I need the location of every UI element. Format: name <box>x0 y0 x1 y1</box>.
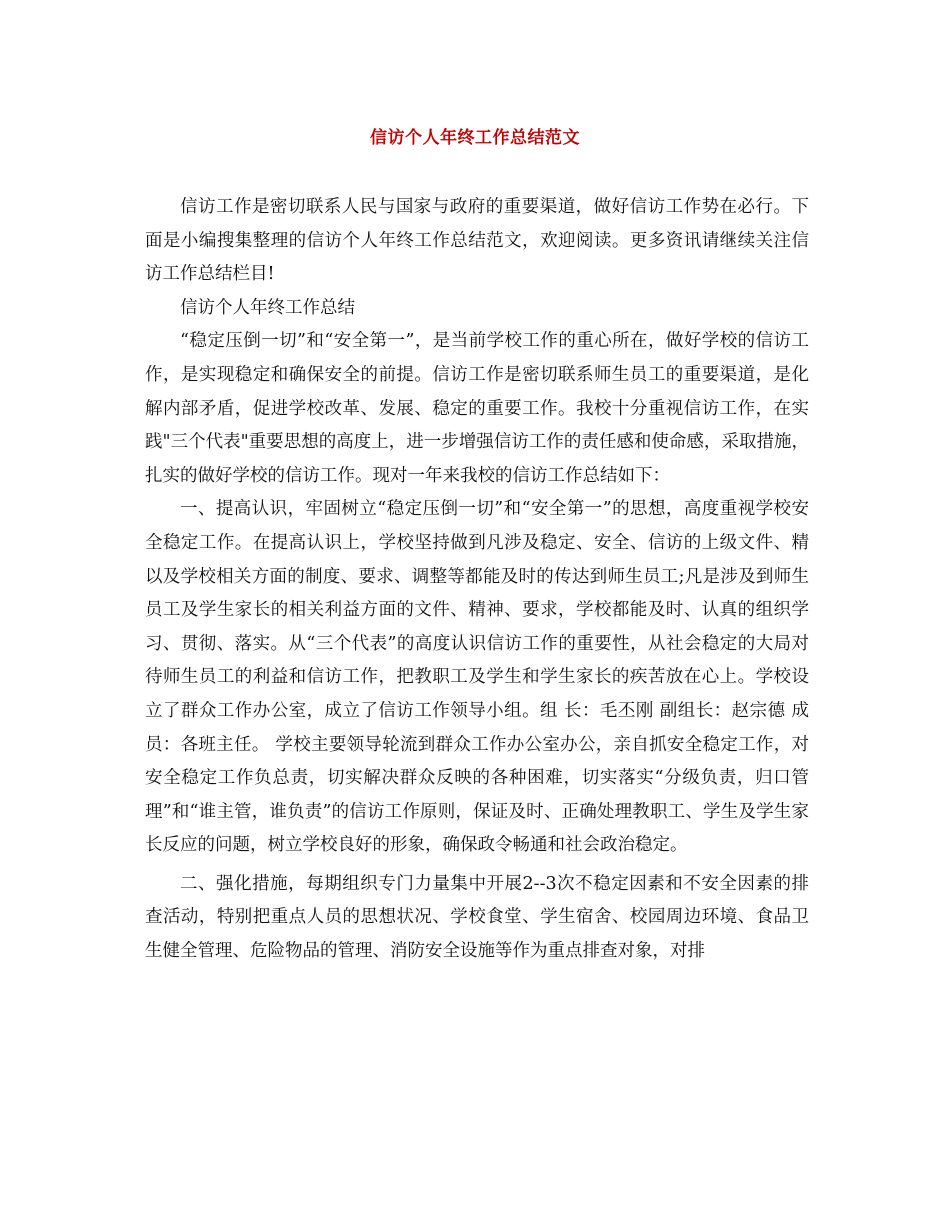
paragraph-intro: 信访工作是密切联系人民与国家与政府的重要渠道，做好信访工作势在必行。下面是小编搜集整理的信访个人年终工作总结范文，欢迎阅读。更多资讯请继续关注信访工作总结栏目! <box>145 197 809 285</box>
document-title: 信访个人年终工作总结范文 <box>370 128 580 148</box>
paragraph-section-one: 一、提高认识，牢固树立“稳定压倒一切”和“安全第一”的思想，高度重视学校安全稳定工作。在提高认识上，学校坚持做到凡涉及稳定、安全、信访的上级文件、精以及学校相关方面的制度、要求、调整等都能及时的传达到师生员工;凡是涉及到师生员工及学生家长的相关利益方面的文件、精神、要求，学校都能及时、认真的组织学习、贯彻、落实。从“三个代表”的高度认识信访工作的重要性，从社会稳定的大局对待师生员工的利益和信访工作，把教职工及学生和学生家长的疾苦放在心上。学校设立了群众工作办公室，成立了信访工作领导小组。组 长：毛丕刚 副组长：赵宗德 成 员：各班主任。 学校主要领导轮流到群众工作办公室办公，亲自抓安全稳定工作，对安全稳定工作负总责，切实解决群众反映的各种困难，切实落实“分级负责，归口管理”和“谁主管，谁负责”的信访工作原则，保证及时、正确处理教职工、学生及学生家长反应的问题，树立学校良好的形象，确保政令畅通和社会政治稳定。 <box>145 499 809 856</box>
paragraph-section-two: 二、强化措施，每期组织专门力量集中开展2--3次不稳定因素和不安全因素的排查活动，特别把重点人员的思想状况、学校食堂、学生宿舍、校园周边环境、食品卫生健全管理、危险物品的管理、消防安全设施等作为重点排查对象，对排 <box>145 873 809 962</box>
paragraph-overview: “稳定压倒一切”和“安全第一”，是当前学校工作的重心所在，做好学校的信访工作，是实现稳定和确保安全的前提。信访工作是密切联系师生员工的重要渠道，是化解内部矛盾，促进学校改革、发展、稳定的重要工作。我校十分重视信访工作，在实践"三个代表"重要思想的高度上，进一步增强信访工作的责任感和使命感，采取措施，扎实的做好学校的信访工作。现对一年来我校的信访工作总结如下： <box>145 331 809 486</box>
paragraph-subtitle: 信访个人年终工作总结 <box>180 297 355 318</box>
document-body <box>145 191 809 969</box>
